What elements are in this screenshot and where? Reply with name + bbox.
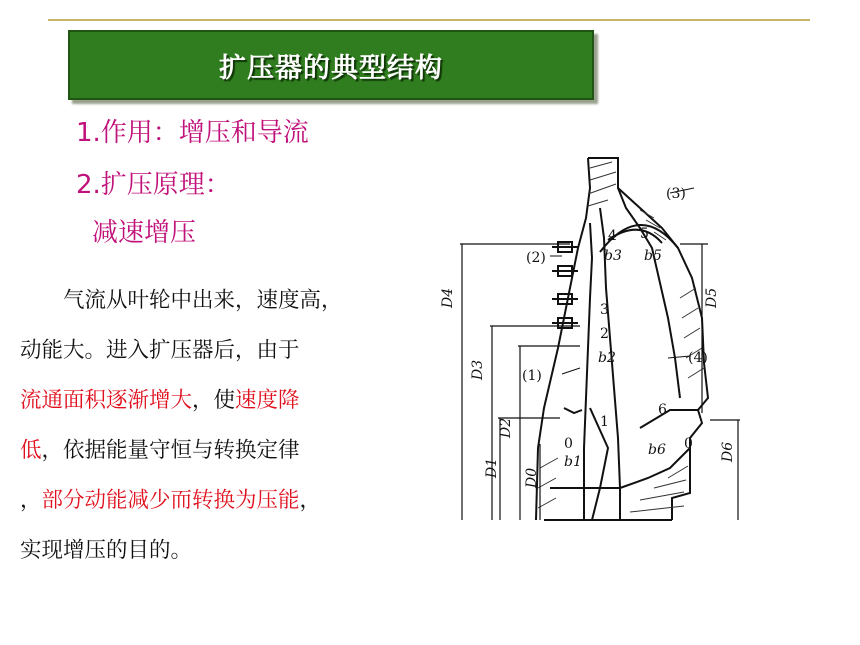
label-0-left: 0	[564, 436, 573, 452]
slide-title: 扩压器的典型结构	[219, 52, 443, 84]
diffuser-cross-section-diagram	[440, 148, 760, 528]
para-line-3-mid: ，使	[192, 388, 236, 413]
label-b6: b6	[648, 442, 666, 458]
label-6: 6	[658, 402, 667, 418]
label-D3: D3	[470, 359, 486, 380]
title-banner	[68, 30, 594, 100]
emphasis-low: 低	[20, 438, 42, 463]
label-4-paren: (4)	[688, 350, 708, 366]
para-line-5-pre: ，	[20, 488, 42, 513]
label-3-paren: (3)	[666, 186, 686, 202]
point-principle: 2.扩压原理：	[76, 170, 231, 200]
label-4: 4	[608, 228, 617, 244]
para-line-4	[20, 426, 432, 476]
label-D5: D5	[704, 287, 720, 308]
label-1-paren: (1)	[522, 368, 542, 384]
top-rule	[48, 19, 810, 21]
label-b3: b3	[604, 248, 622, 264]
emphasis-speed-drop: 速度降	[235, 388, 300, 413]
explanation-paragraph	[20, 276, 432, 576]
para-line-5-post: ，	[299, 488, 322, 513]
label-b2: b2	[598, 350, 616, 366]
para-line-2: 动能大。进入扩压器后，由于	[20, 338, 300, 363]
label-2-paren: (2)	[526, 250, 546, 266]
label-D1: D1	[484, 457, 500, 478]
para-line-6: 实现增压的目的。	[20, 538, 193, 563]
label-5: 5	[640, 226, 649, 242]
label-0-right: 0	[684, 436, 693, 452]
label-D0: D0	[524, 467, 540, 488]
point-principle-detail: 减速增压	[92, 218, 197, 248]
label-b1: b1	[564, 454, 582, 470]
label-D4: D4	[440, 287, 456, 308]
para-line-3	[20, 376, 432, 426]
label-D6: D6	[720, 441, 736, 462]
para-line-4-text: ，依据能量守恒与转换定律	[41, 438, 300, 463]
label-D2: D2	[498, 417, 514, 438]
label-3: 3	[600, 302, 609, 318]
para-line-5	[20, 476, 432, 526]
para-line-1: 气流从叶轮中出来，速度高，	[63, 288, 343, 313]
emphasis-area-increase: 流通面积逐渐增大	[20, 388, 193, 413]
label-2: 2	[600, 326, 609, 342]
label-b5: b5	[644, 248, 662, 264]
point-purpose: 1.作用：增压和导流	[76, 118, 309, 148]
label-1: 1	[600, 414, 609, 430]
emphasis-energy-convert: 部分动能减少而转换为压能	[41, 488, 300, 513]
